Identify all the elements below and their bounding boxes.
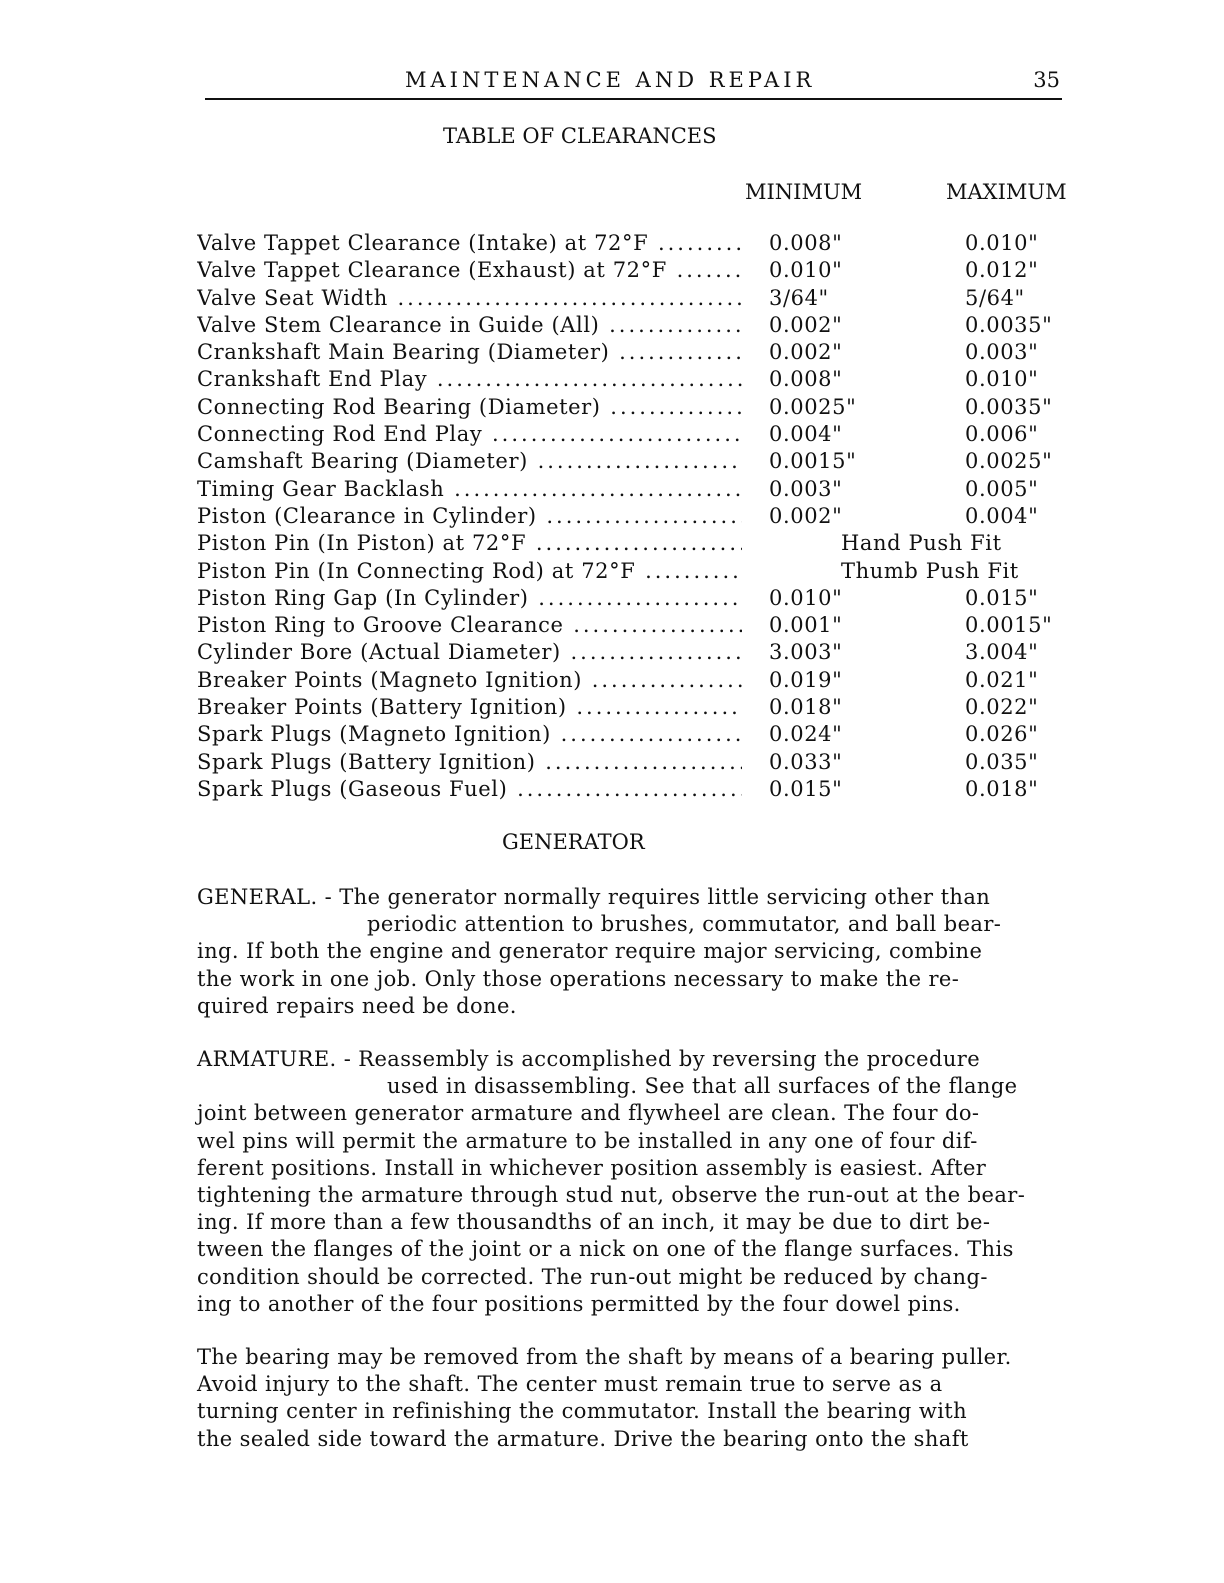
row-label: Spark Plugs (Magneto Ignition) ..... xyxy=(197,721,742,748)
table-row xyxy=(197,230,1077,257)
column-header-minimum: MINIMUM xyxy=(745,180,863,204)
paragraph-line: GENERAL. - The generator normally requires little servicing other than xyxy=(197,885,991,909)
row-label: Piston Pin (In Piston) at 72°F ..... xyxy=(197,530,742,557)
row-label: Piston (Clearance in Cylinder) ..... xyxy=(197,503,742,530)
row-min: 0.002" xyxy=(769,340,843,365)
paragraph-line: joint between generator armature and flywheel are clean. The four do- xyxy=(197,1101,980,1126)
table-row xyxy=(197,776,1077,803)
row-min: 0.002" xyxy=(769,312,843,337)
row-min: 0.015" xyxy=(769,776,843,801)
row-max: 0.015" xyxy=(965,585,1039,610)
paragraph-line: the sealed side toward the armature. Drive the bearing onto the shaft xyxy=(197,1426,969,1451)
paragraph-line: wel pins will permit the armature to be installed in any one of four dif- xyxy=(197,1128,978,1153)
table-row xyxy=(197,421,1077,448)
row-max: 0.010" xyxy=(965,231,1039,255)
paragraph-line: Avoid injury to the shaft. The center must remain true to serve as a xyxy=(197,1372,943,1397)
table-row xyxy=(197,503,1077,530)
row-label: Spark Plugs (Battery Ignition) ..... xyxy=(197,749,742,776)
table-row xyxy=(197,694,1077,721)
row-label: Camshaft Bearing (Diameter) ..... xyxy=(197,448,742,475)
table-row xyxy=(197,667,1077,694)
general-paragraph xyxy=(197,884,1097,1020)
row-max: 0.035" xyxy=(965,749,1039,774)
row-max: 5/64" xyxy=(965,285,1025,310)
row-label: Breaker Points (Magneto Ignition) ..... xyxy=(197,667,742,694)
row-max: 0.010" xyxy=(965,367,1039,392)
clearance-table xyxy=(197,230,1077,803)
paragraph-line: ing. If both the engine and generator require major servicing, combine xyxy=(197,939,983,964)
table-row xyxy=(197,366,1077,393)
table-row xyxy=(197,285,1077,312)
row-max: 0.021" xyxy=(965,667,1039,692)
running-title: MAINTENANCE AND REPAIR xyxy=(405,68,816,92)
row-min: 0.033" xyxy=(769,749,843,774)
table-row xyxy=(197,476,1077,503)
page-header xyxy=(205,66,1062,100)
row-max: 0.003" xyxy=(965,340,1039,365)
row-label: Piston Ring Gap (In Cylinder) ..... xyxy=(197,585,742,612)
row-label: Timing Gear Backlash ..... xyxy=(197,476,742,503)
row-label: Valve Stem Clearance in Guide (All) ..... xyxy=(197,312,742,339)
bearing-paragraph xyxy=(197,1344,1097,1453)
row-max: 0.026" xyxy=(965,722,1039,747)
row-max: 0.012" xyxy=(965,258,1039,283)
armature-paragraph xyxy=(197,1046,1097,1318)
table-row xyxy=(197,530,1077,557)
row-label: Crankshaft End Play ..... xyxy=(197,366,742,393)
row-label: Piston Ring to Groove Clearance ..... xyxy=(197,612,742,639)
paragraph-line: ing to another of the four positions permitted by the four dowel pins. xyxy=(197,1291,961,1316)
row-min: 3.003" xyxy=(769,640,843,665)
paragraph-line: ARMATURE. - Reassembly is accomplished by reversing the procedure xyxy=(197,1047,981,1071)
table-row xyxy=(197,639,1077,666)
row-fit-note: Thumb Push Fit xyxy=(841,558,1019,583)
row-label: Cylinder Bore (Actual Diameter) ..... xyxy=(197,639,742,666)
row-min: 0.008" xyxy=(769,367,843,392)
row-label: Piston Pin (In Connecting Rod) at 72°F ..... xyxy=(197,558,742,585)
paragraph-line: periodic attention to brushes, commutator, and ball bear- xyxy=(367,912,1002,937)
row-min: 3/64" xyxy=(769,285,829,310)
row-label: Valve Tappet Clearance (Exhaust) at 72°F ..... xyxy=(197,257,742,284)
paragraph-line: quired repairs need be done. xyxy=(197,993,517,1018)
row-max: 3.004" xyxy=(965,640,1039,665)
row-max: 0.0025" xyxy=(965,449,1053,474)
table-row xyxy=(197,448,1077,475)
table-row xyxy=(197,312,1077,339)
row-min: 0.010" xyxy=(769,258,843,283)
paragraph-line: used in disassembling. See that all surfaces of the flange xyxy=(387,1074,1018,1099)
row-label: Valve Seat Width ..... xyxy=(197,285,742,312)
paragraph-line: The bearing may be removed from the shaft by means of a bearing puller. xyxy=(197,1345,1012,1369)
page-number: 35 xyxy=(1033,68,1060,92)
paragraph-line: the work in one job. Only those operations necessary to make the re- xyxy=(197,966,960,991)
table-row xyxy=(197,749,1077,776)
row-label: Connecting Rod Bearing (Diameter) ..... xyxy=(197,394,742,421)
row-max: 0.004" xyxy=(965,503,1039,528)
table-row xyxy=(197,394,1077,421)
generator-heading: GENERATOR xyxy=(502,830,645,854)
row-max: 0.022" xyxy=(965,695,1039,720)
row-label: Crankshaft Main Bearing (Diameter) ..... xyxy=(197,339,742,366)
paragraph-line: ing. If more than a few thousandths of an inch, it may be due to dirt be- xyxy=(197,1210,991,1235)
row-label: Valve Tappet Clearance (Intake) at 72°F ..... xyxy=(197,230,742,257)
row-min: 0.024" xyxy=(769,722,843,747)
row-label: Breaker Points (Battery Ignition) ..... xyxy=(197,694,742,721)
row-min: 0.008" xyxy=(769,231,843,255)
column-header-maximum: MAXIMUM xyxy=(946,180,1067,204)
row-max: 0.005" xyxy=(965,476,1039,501)
row-max: 0.0015" xyxy=(965,613,1053,638)
paragraph-line: tween the flanges of the joint or a nick on one of the flange surfaces. This xyxy=(197,1237,1014,1262)
table-row xyxy=(197,558,1077,585)
table-row xyxy=(197,339,1077,366)
paragraph-line: condition should be corrected. The run-out might be reduced by chang- xyxy=(197,1264,988,1289)
row-label: Connecting Rod End Play ..... xyxy=(197,421,742,448)
row-min: 0.019" xyxy=(769,667,843,692)
table-row xyxy=(197,585,1077,612)
row-min: 0.018" xyxy=(769,695,843,720)
paragraph-line: ferent positions. Install in whichever position assembly is easiest. After xyxy=(197,1155,987,1180)
row-min: 0.0015" xyxy=(769,449,857,474)
paragraph-line: turning center in refinishing the commutator. Install the bearing with xyxy=(197,1399,968,1424)
row-max: 0.0035" xyxy=(965,312,1053,337)
row-min: 0.010" xyxy=(769,585,843,610)
table-title: TABLE OF CLEARANCES xyxy=(443,124,717,148)
row-min: 0.001" xyxy=(769,613,843,638)
row-max: 0.018" xyxy=(965,776,1039,801)
row-fit-note: Hand Push Fit xyxy=(841,531,1002,556)
row-max: 0.006" xyxy=(965,422,1039,447)
row-label: Spark Plugs (Gaseous Fuel) ..... xyxy=(197,776,742,803)
row-max: 0.0035" xyxy=(965,394,1053,419)
table-row xyxy=(197,257,1077,284)
row-min: 0.002" xyxy=(769,503,843,528)
row-min: 0.0025" xyxy=(769,394,857,419)
table-row xyxy=(197,612,1077,639)
row-min: 0.004" xyxy=(769,422,843,447)
paragraph-line: tightening the armature through stud nut, observe the run-out at the bear- xyxy=(197,1183,1026,1208)
table-row xyxy=(197,721,1077,748)
row-min: 0.003" xyxy=(769,476,843,501)
